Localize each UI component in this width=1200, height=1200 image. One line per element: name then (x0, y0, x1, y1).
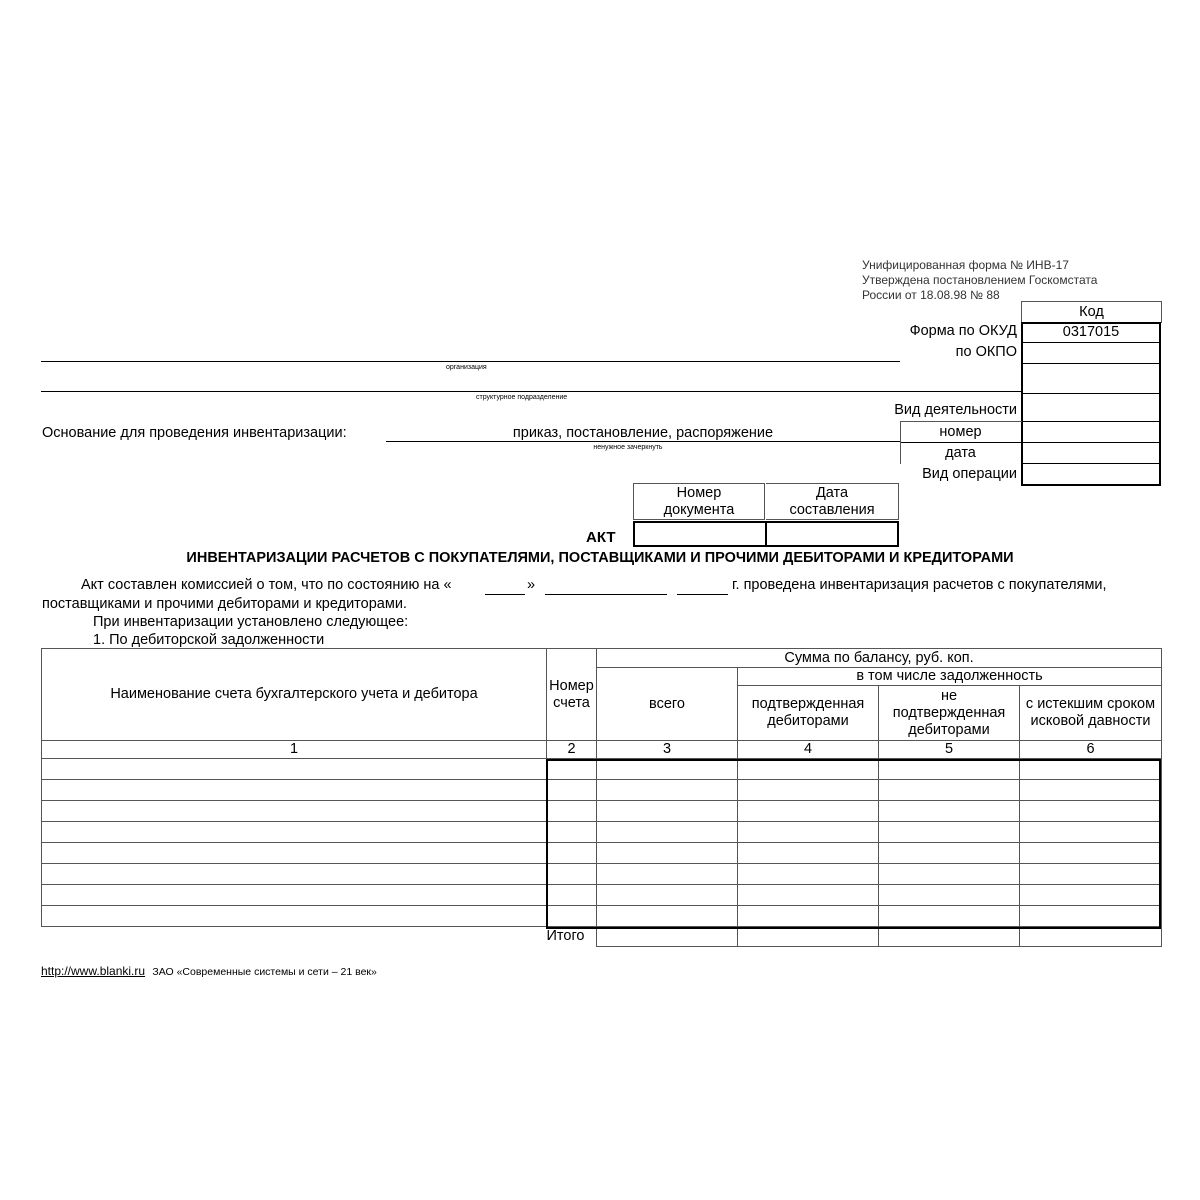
codes-divider (1023, 363, 1159, 364)
column-number: 3 (597, 741, 738, 759)
debtor-name-cell[interactable] (42, 864, 547, 885)
organization-line[interactable] (41, 361, 900, 362)
column-numbers-row (42, 741, 1162, 759)
act-paragraph-start: Акт составлен комиссией о том, что по состоянию на « (81, 577, 452, 593)
activity-label: Вид деятельности (894, 402, 1017, 418)
organization-caption: организация (446, 364, 487, 371)
quote-close: » (527, 577, 536, 593)
act-paragraph-line2: поставщиками и прочими дебиторами и кредиторами. (42, 596, 407, 612)
codes-box (1021, 301, 1161, 485)
footer-link[interactable]: http://www.blanki.ru (41, 964, 146, 978)
approval-line-2: Утверждена постановлением Госкомстата (862, 273, 1098, 287)
total-cell[interactable] (738, 927, 879, 947)
order-number-label: номер (939, 424, 982, 440)
established-text: При инвентаризации установлено следующее: (93, 614, 409, 630)
division-caption: структурное подразделение (476, 394, 568, 401)
day-blank[interactable] (485, 594, 525, 595)
codes-divider (1023, 442, 1159, 443)
operation-label: Вид операции (922, 466, 1017, 482)
expired-header: с истекшим сроком исковой давности (1020, 686, 1162, 741)
footer (41, 964, 377, 978)
total-cell[interactable] (1020, 927, 1162, 947)
debtor-name-cell[interactable] (42, 906, 547, 927)
document-number-value[interactable] (633, 521, 767, 547)
approval-line-1: Унифицированная форма № ИНВ-17 (862, 258, 1069, 272)
account-debtor-header: Наименование счета бухгалтерского учета и дебитора (42, 649, 547, 741)
basis-label: Основание для проведения инвентаризации: (42, 425, 347, 441)
document-date-header: Дата составления (766, 483, 899, 520)
order-date-label: дата (945, 445, 976, 461)
codes-header: Код (1021, 301, 1162, 323)
form-approval-note (862, 258, 1097, 303)
document-date-value[interactable] (765, 521, 899, 547)
footer-company: ЗАО «Современные системы и сети – 21 век» (152, 966, 377, 978)
codes-divider (1023, 342, 1159, 343)
confirmed-header: подтвержденная дебиторами (738, 686, 879, 741)
year-blank[interactable] (677, 594, 728, 595)
column-number: 5 (879, 741, 1020, 759)
including-debt-header: в том числе задолженность (738, 668, 1162, 686)
codes-divider (1023, 421, 1159, 422)
act-paragraph-end: г. проведена инвентаризация расчетов с покупателями, (732, 577, 1107, 593)
total-cell[interactable] (879, 927, 1020, 947)
unconfirmed-header: не подтвержденная дебиторами (879, 686, 1020, 741)
data-rows-frame (546, 759, 1161, 929)
okud-label: Форма по ОКУД (909, 323, 1017, 339)
debtor-name-cell[interactable] (42, 885, 547, 906)
balance-sum-header: Сумма по балансу, руб. коп. (597, 649, 1162, 668)
basis-caption: ненужное зачеркнуть (593, 444, 663, 451)
codes-divider (1023, 393, 1159, 394)
basis-value: приказ, постановление, распоряжение (512, 425, 774, 441)
okpo-label: по ОКПО (955, 344, 1017, 360)
order-box-divider (901, 442, 1022, 443)
document-number-header: Номер документа (633, 483, 765, 520)
account-number-header: Номер счета (547, 649, 597, 741)
document-number-date-box (633, 483, 899, 547)
debtor-name-cell[interactable] (42, 780, 547, 801)
column-number: 4 (738, 741, 879, 759)
okud-code-value[interactable]: 0317015 (1062, 324, 1120, 340)
month-blank[interactable] (545, 594, 667, 595)
column-number: 2 (547, 741, 597, 759)
division-line[interactable] (41, 391, 1021, 392)
debtor-name-cell[interactable] (42, 759, 547, 780)
total-sum-header: всего (597, 668, 738, 741)
debtor-name-cell[interactable] (42, 801, 547, 822)
debtor-name-cell[interactable] (42, 822, 547, 843)
total-row (42, 927, 1162, 947)
basis-line[interactable] (386, 441, 900, 442)
act-title: АКТ (586, 529, 616, 546)
approval-line-3: России от 18.08.98 № 88 (862, 288, 1000, 302)
codes-values-frame (1021, 322, 1161, 486)
act-subtitle: ИНВЕНТАРИЗАЦИИ РАСЧЕТОВ С ПОКУПАТЕЛЯМИ, ПОСТАВЩИКАМИ И ПРОЧИМИ ДЕБИТОРАМИ И КРЕДИТОРАМИ (186, 550, 1014, 566)
receivables-section-title: 1. По дебиторской задолженности (93, 632, 325, 648)
codes-divider (1023, 463, 1159, 464)
column-number: 6 (1020, 741, 1162, 759)
total-cell[interactable] (597, 927, 738, 947)
column-number: 1 (42, 741, 547, 759)
total-label: Итого (546, 928, 585, 945)
debtor-name-cell[interactable] (42, 843, 547, 864)
